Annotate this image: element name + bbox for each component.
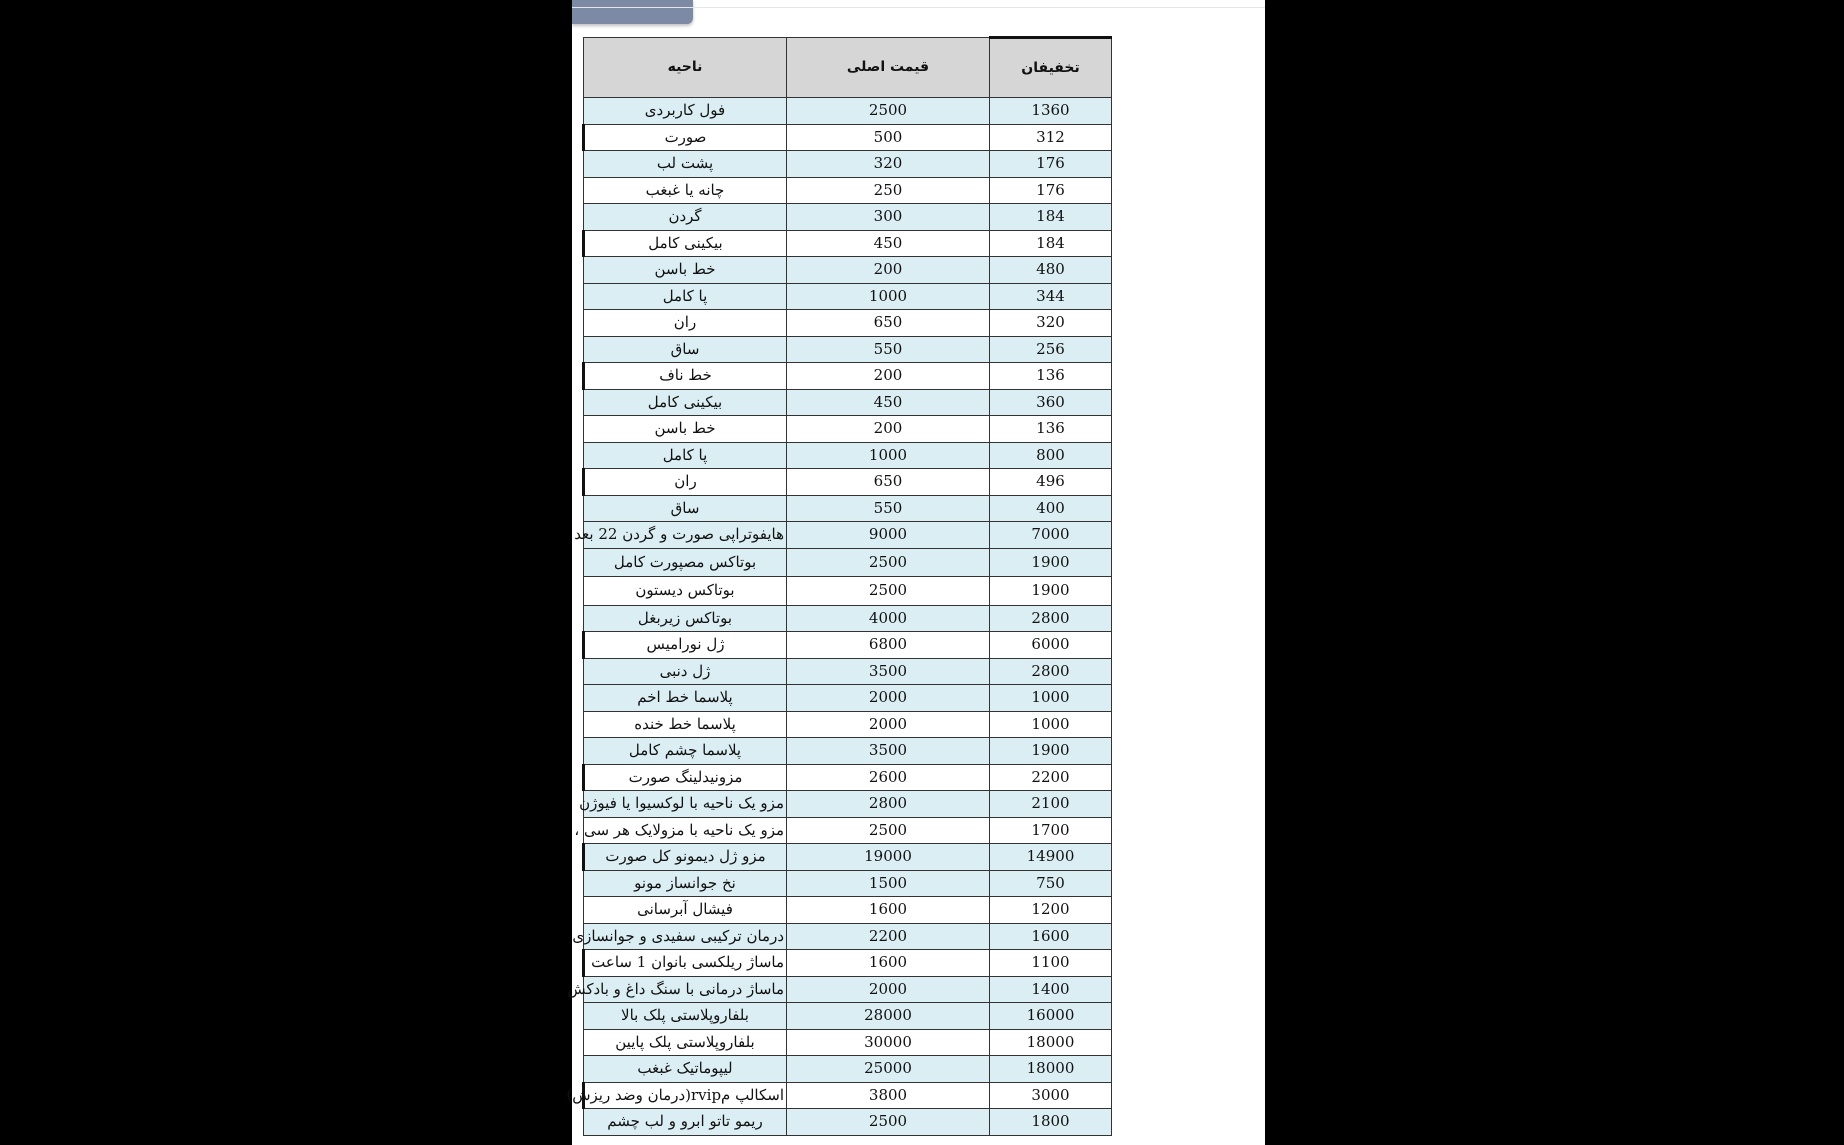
cell-region: گردن xyxy=(584,204,787,231)
cell-discount: 1000 xyxy=(990,685,1112,712)
table-row xyxy=(584,336,1112,363)
cell-original-price: 6800 xyxy=(787,632,990,659)
cell-original-price: 1600 xyxy=(787,897,990,924)
cell-original-price: 2800 xyxy=(787,791,990,818)
cell-region: بیکینی کامل xyxy=(584,230,787,257)
table-row xyxy=(584,416,1112,443)
cell-region: بیکینی کامل xyxy=(584,389,787,416)
cell-original-price: 2000 xyxy=(787,685,990,712)
cell-region: بوتاکس زیربغل xyxy=(584,605,787,632)
cell-original-price: 2500 xyxy=(787,98,990,125)
cell-discount: 2800 xyxy=(990,605,1112,632)
cell-original-price: 3800 xyxy=(787,1082,990,1109)
cell-original-price: 19000 xyxy=(787,844,990,871)
cell-original-price: 550 xyxy=(787,336,990,363)
table-row xyxy=(584,711,1112,738)
cell-region: بوتاکس دیستون xyxy=(584,577,787,606)
table-row xyxy=(584,310,1112,337)
cell-region: بلفاروپلاستی پلک پایین xyxy=(584,1029,787,1056)
cell-region: ریمو تاتو ابرو و لب چشم xyxy=(584,1109,787,1136)
table-row xyxy=(584,442,1112,469)
cell-original-price: 450 xyxy=(787,230,990,257)
cell-original-price: 300 xyxy=(787,204,990,231)
top-divider xyxy=(572,7,1265,8)
cell-discount: 400 xyxy=(990,495,1112,522)
cell-original-price: 200 xyxy=(787,257,990,284)
cell-region: بلفاروپلاستی پلک بالا xyxy=(584,1003,787,1030)
table-row xyxy=(584,257,1112,284)
table-row xyxy=(584,1003,1112,1030)
cell-original-price: 2500 xyxy=(787,1109,990,1136)
table-row xyxy=(584,897,1112,924)
cell-discount: 3000 xyxy=(990,1082,1112,1109)
cell-original-price: 500 xyxy=(787,124,990,151)
cell-region: مزونیدلینگ صورت xyxy=(584,764,787,791)
cell-original-price: 2000 xyxy=(787,976,990,1003)
cell-original-price: 2500 xyxy=(787,577,990,606)
cell-discount: 256 xyxy=(990,336,1112,363)
table-row xyxy=(584,363,1112,390)
cell-discount: 136 xyxy=(990,363,1112,390)
cell-region: نخ جوانساز مونو xyxy=(584,870,787,897)
cell-original-price: 1000 xyxy=(787,442,990,469)
cell-original-price: 3500 xyxy=(787,738,990,765)
cell-original-price: 320 xyxy=(787,151,990,178)
cell-discount: 7000 xyxy=(990,522,1112,549)
cell-region: هایفوتراپی صورت و گردن 22 بعد xyxy=(584,522,787,549)
header-region: ناحیه xyxy=(584,38,787,98)
cell-discount: 312 xyxy=(990,124,1112,151)
table-row xyxy=(584,923,1112,950)
cell-region: پشت لب xyxy=(584,151,787,178)
table-row xyxy=(584,230,1112,257)
cell-discount: 2100 xyxy=(990,791,1112,818)
cell-discount: 16000 xyxy=(990,1003,1112,1030)
table-row xyxy=(584,124,1112,151)
cell-region: لیپوماتیک غبغب xyxy=(584,1056,787,1083)
cell-region: اسکالپ مrvip(درمان وضد ریزش) xyxy=(584,1082,787,1109)
table-row xyxy=(584,1029,1112,1056)
table-row xyxy=(584,495,1112,522)
table-row xyxy=(584,1109,1112,1136)
cell-original-price: 1000 xyxy=(787,283,990,310)
cell-region: پلاسما چشم کامل xyxy=(584,738,787,765)
cell-discount: 18000 xyxy=(990,1056,1112,1083)
header-original-price: قیمت اصلی xyxy=(787,38,990,98)
cell-region: ماساژ درمانی با سنگ داغ و بادکش xyxy=(584,976,787,1003)
cell-original-price: 450 xyxy=(787,389,990,416)
table-row xyxy=(584,791,1112,818)
cell-discount: 750 xyxy=(990,870,1112,897)
table-row xyxy=(584,870,1112,897)
cell-original-price: 250 xyxy=(787,177,990,204)
cell-region: پلاسما خط اخم xyxy=(584,685,787,712)
cell-original-price: 650 xyxy=(787,310,990,337)
cell-discount: 1800 xyxy=(990,1109,1112,1136)
cell-region: مزو ژل دیمونو کل صورت xyxy=(584,844,787,871)
table-row xyxy=(584,1082,1112,1109)
table-row xyxy=(584,204,1112,231)
cell-original-price: 1600 xyxy=(787,950,990,977)
cell-region: خط باسن xyxy=(584,416,787,443)
cell-region: ماساژ ریلکسی بانوان 1 ساعت xyxy=(584,950,787,977)
table-row xyxy=(584,522,1112,549)
cell-region: فول کاربردی xyxy=(584,98,787,125)
table-row xyxy=(584,950,1112,977)
cell-discount: 1900 xyxy=(990,548,1112,577)
cell-region: ران xyxy=(584,310,787,337)
table-header-row xyxy=(584,38,1112,98)
cell-region: ران xyxy=(584,469,787,496)
cell-region: پا کامل xyxy=(584,442,787,469)
cell-discount: 176 xyxy=(990,151,1112,178)
table-row xyxy=(584,98,1112,125)
cell-region: درمان ترکیبی سفیدی و جوانسازی xyxy=(584,923,787,950)
cell-original-price: 2200 xyxy=(787,923,990,950)
cell-region: مزو یک ناحیه با لوکسیوا یا فیوژن xyxy=(584,791,787,818)
cell-region: ساق xyxy=(584,495,787,522)
cell-original-price: 650 xyxy=(787,469,990,496)
cell-original-price: 550 xyxy=(787,495,990,522)
cell-discount: 2200 xyxy=(990,764,1112,791)
cell-original-price: 1500 xyxy=(787,870,990,897)
cell-discount: 1900 xyxy=(990,738,1112,765)
table-row xyxy=(584,389,1112,416)
cell-discount: 136 xyxy=(990,416,1112,443)
cell-region: صورت xyxy=(584,124,787,151)
cell-region: پا کامل xyxy=(584,283,787,310)
cell-discount: 184 xyxy=(990,230,1112,257)
cell-original-price: 28000 xyxy=(787,1003,990,1030)
table-row xyxy=(584,632,1112,659)
cell-discount: 1900 xyxy=(990,577,1112,606)
cell-original-price: 25000 xyxy=(787,1056,990,1083)
cell-discount: 14900 xyxy=(990,844,1112,871)
table-row xyxy=(584,283,1112,310)
cell-discount: 1700 xyxy=(990,817,1112,844)
table-row xyxy=(584,817,1112,844)
cell-discount: 480 xyxy=(990,257,1112,284)
table-row xyxy=(584,658,1112,685)
header-discount: تخفیفان xyxy=(990,38,1112,98)
cell-original-price: 2500 xyxy=(787,548,990,577)
cell-region: مزو یک ناحیه با مزولایک هر سی ، xyxy=(584,817,787,844)
table-row xyxy=(584,151,1112,178)
cell-discount: 360 xyxy=(990,389,1112,416)
header-tab xyxy=(572,0,693,24)
cell-region: خط ناف xyxy=(584,363,787,390)
cell-discount: 1400 xyxy=(990,976,1112,1003)
table-row xyxy=(584,764,1112,791)
cell-original-price: 200 xyxy=(787,416,990,443)
cell-discount: 1600 xyxy=(990,923,1112,950)
table-row xyxy=(584,976,1112,1003)
cell-original-price: 2500 xyxy=(787,817,990,844)
cell-discount: 184 xyxy=(990,204,1112,231)
document-page xyxy=(566,0,1265,1145)
table-row xyxy=(584,605,1112,632)
cell-original-price: 2600 xyxy=(787,764,990,791)
cell-discount: 1200 xyxy=(990,897,1112,924)
cell-discount: 6000 xyxy=(990,632,1112,659)
cell-region: ژل نورامیس xyxy=(584,632,787,659)
table-row xyxy=(584,548,1112,577)
table-row xyxy=(584,177,1112,204)
cell-original-price: 200 xyxy=(787,363,990,390)
cell-original-price: 2000 xyxy=(787,711,990,738)
cell-region: ژل دنبی xyxy=(584,658,787,685)
table-row xyxy=(584,738,1112,765)
cell-original-price: 30000 xyxy=(787,1029,990,1056)
cell-region: فیشال آبرسانی xyxy=(584,897,787,924)
table-row xyxy=(584,685,1112,712)
table-row xyxy=(584,577,1112,606)
cell-discount: 800 xyxy=(990,442,1112,469)
cell-original-price: 3500 xyxy=(787,658,990,685)
cell-region: پلاسما خط خنده xyxy=(584,711,787,738)
cell-discount: 1100 xyxy=(990,950,1112,977)
cell-discount: 2800 xyxy=(990,658,1112,685)
cell-original-price: 9000 xyxy=(787,522,990,549)
cell-region: ساق xyxy=(584,336,787,363)
cell-region: خط باسن xyxy=(584,257,787,284)
cell-discount: 320 xyxy=(990,310,1112,337)
cell-region: بوتاکس مصپورت کامل xyxy=(584,548,787,577)
table-row xyxy=(584,469,1112,496)
cell-discount: 176 xyxy=(990,177,1112,204)
cell-discount: 1000 xyxy=(990,711,1112,738)
cell-discount: 1360 xyxy=(990,98,1112,125)
table-row xyxy=(584,844,1112,871)
cell-original-price: 4000 xyxy=(787,605,990,632)
price-table xyxy=(566,36,1112,1136)
cell-discount: 18000 xyxy=(990,1029,1112,1056)
cell-region: چانه یا غبغب xyxy=(584,177,787,204)
cell-discount: 344 xyxy=(990,283,1112,310)
cell-discount: 496 xyxy=(990,469,1112,496)
table-row xyxy=(584,1056,1112,1083)
